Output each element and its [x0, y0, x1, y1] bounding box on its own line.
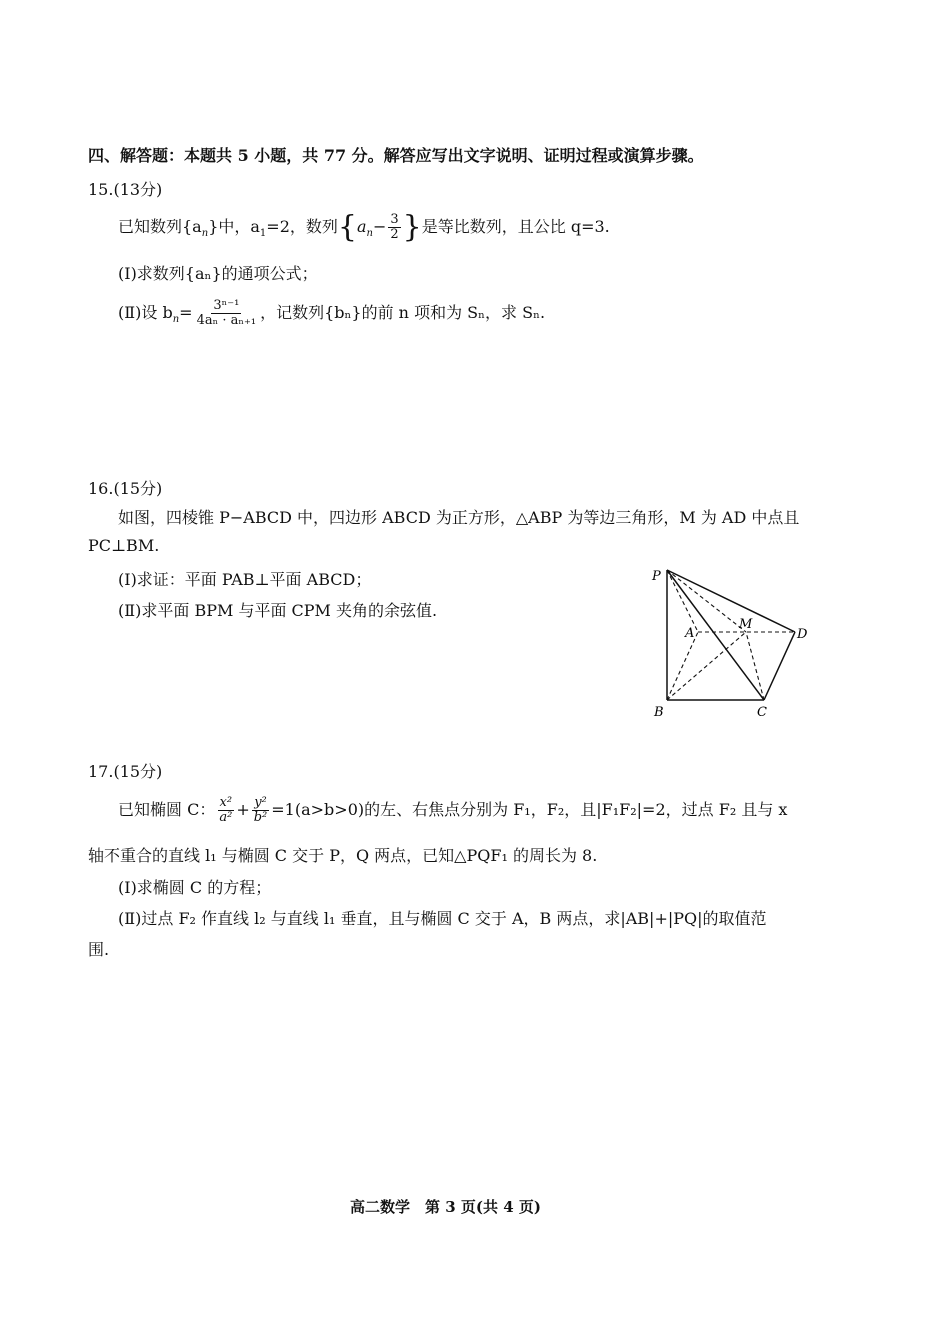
edge-PD [667, 570, 795, 632]
edge-PC [667, 570, 764, 700]
q15-number: 15.(13分) [88, 180, 163, 199]
q16-part1: (Ⅰ)求证：平面 PAB⊥平面 ABCD； [118, 570, 372, 589]
q16-number: 16.(15分) [88, 479, 163, 498]
q17-y2: y² [254, 795, 267, 811]
label-A: A [685, 626, 695, 641]
q17-stem-a: 已知椭圆 C： [118, 800, 216, 819]
left-brace: { [337, 209, 357, 245]
q17-stem-b: =1(a>b>0)的左、右焦点分别为 F₁，F₂，且|F₁F₂|=2，过点 F₂ 且与 x [271, 800, 788, 819]
q17-part2-line1: (Ⅱ)过点 F₂ 作直线 l₂ 与直线 l₁ 垂直，且与椭圆 C 交于 A，B 两点，求|AB|+|PQ|的取值范 [118, 909, 767, 928]
q15-part2-num: 3ⁿ⁻¹ [213, 298, 240, 314]
q16-stem-line2: PC⊥BM. [88, 536, 160, 555]
q15-part2-fraction [195, 299, 259, 327]
label-D: D [797, 627, 808, 642]
edge-CM [746, 632, 764, 700]
q15-fraction [388, 213, 400, 241]
label-B: B [654, 705, 664, 720]
section-header: 四、解答题：本题共 5 小题，共 77 分。解答应写出文字说明、证明过程或演算步骤。 [88, 146, 704, 165]
q17-stem: 已知椭圆 C： $\frac{\text{x²}}{\text{a²}}$ + $\frac{\text{y²}}{\text{b²}}$ =1(a>b>0)的左、右焦点分别为 F₁，F₂，且|F₁F₂|=2，过点 F₂ 且与 x [118, 795, 788, 825]
q15-part2-a: (Ⅱ)设 b [118, 303, 173, 322]
edge-BM [667, 632, 746, 700]
q15-stem: 已知数列$\{a_n\}$中，$a_1=2$，数列{$a_n-$ $\frac{3}{2}$ }是等比数列，且公比 q=3. [118, 209, 610, 245]
q15-stem-d: 是等比数列，且公比 q=3. [421, 217, 610, 236]
q15-part2-den: 4aₙ · aₙ₊₁ [196, 313, 257, 328]
q15-stem-a: 已知数列{a [118, 217, 202, 236]
q17-b2: b² [253, 810, 268, 825]
q17-part1: (Ⅰ)求椭圆 C 的方程； [118, 878, 272, 897]
q16-part2: (Ⅱ)求平面 BPM 与平面 CPM 夹角的余弦值. [118, 601, 438, 620]
label-C: C [757, 705, 767, 720]
q17-frac-y [252, 796, 270, 824]
pyramid-figure [640, 560, 820, 725]
q15-stem-c: =2，数列 [266, 217, 338, 236]
edge-PA [667, 570, 698, 632]
page-footer: 高二数学 第 3 页(共 4 页) [350, 1198, 541, 1216]
q17-a2: a² [219, 810, 233, 825]
q17-part2-line2: 围. [88, 940, 110, 959]
q17-number: 17.(15分) [88, 762, 163, 781]
edge-CD [764, 632, 795, 700]
q15-part2-b: ，记数列{bₙ}的前 n 项和为 Sₙ，求 Sₙ. [260, 303, 546, 322]
label-M: M [739, 617, 753, 632]
q15-stem-b: }中，a [208, 217, 260, 236]
q16-stem-line1: 如图，四棱锥 P−ABCD 中，四边形 ABCD 为正方形，△ABP 为等边三角形，M 为 AD 中点且 [118, 508, 800, 527]
label-P: P [652, 569, 661, 584]
q17-frac-x [217, 796, 234, 824]
q15-frac-den: 2 [390, 227, 399, 242]
q17-stem-line2: 轴不重合的直线 l₁ 与椭圆 C 交于 P，Q 两点，已知△PQF₁ 的周长为 8. [88, 846, 598, 865]
q17-x2: x² [219, 795, 233, 811]
edge-AB [667, 632, 698, 700]
right-brace: } [402, 209, 422, 245]
q15-part1: (Ⅰ)求数列{aₙ}的通项公式； [118, 264, 318, 283]
q15-frac-num: 3 [390, 212, 399, 228]
q15-part2: (Ⅱ)设 $b_n=$ $\frac{\text{3ⁿ⁻¹}}{\text{4aₙ · aₙ₊₁}}$ ，记数列{bₙ}的前 n 项和为 Sₙ，求 Sₙ. [118, 298, 546, 328]
